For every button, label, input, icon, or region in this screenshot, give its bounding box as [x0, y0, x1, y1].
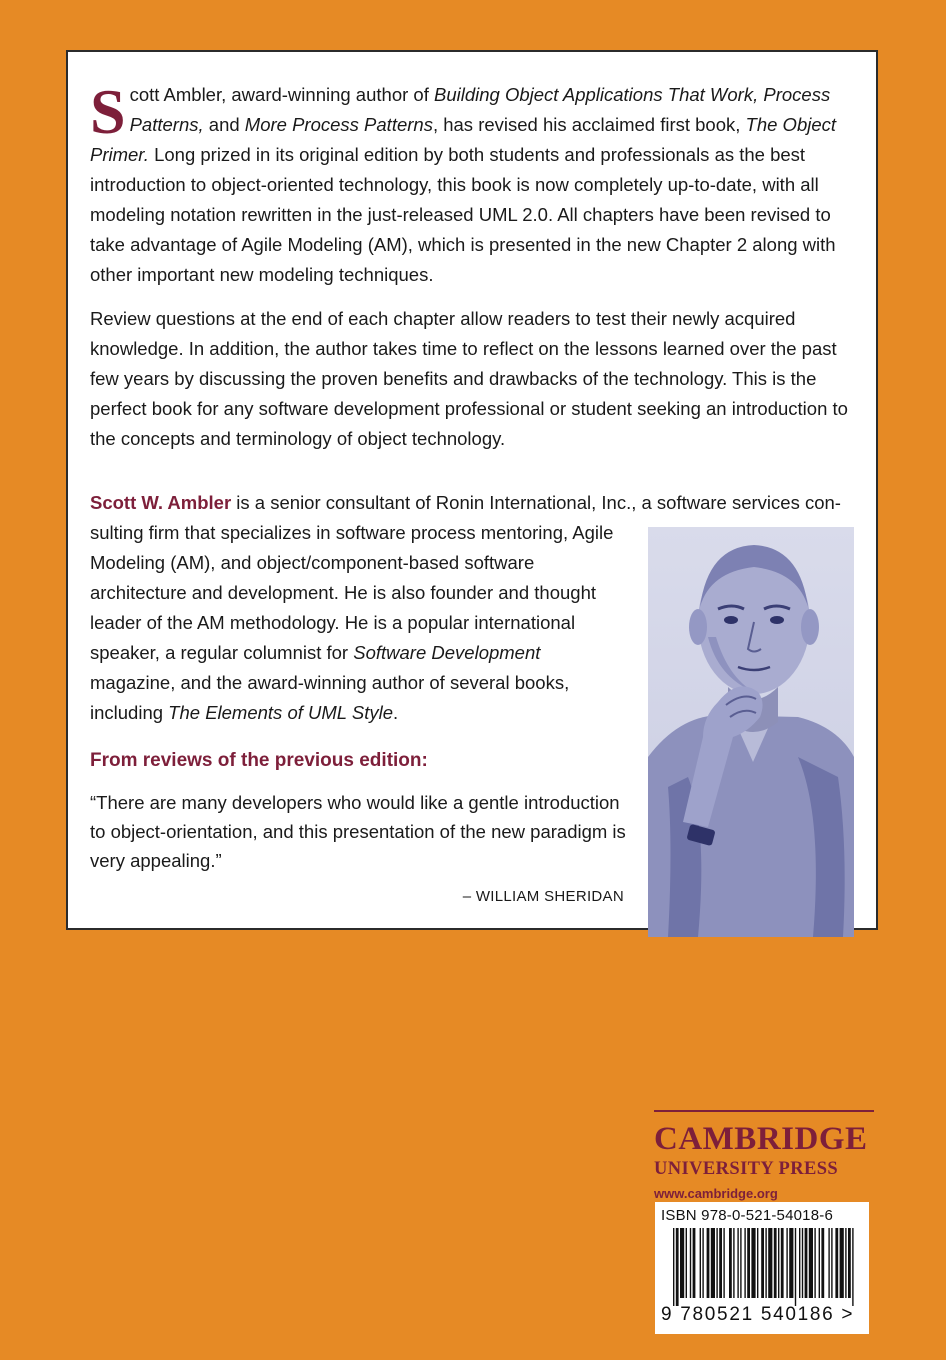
publisher-subtitle: UNIVERSITY PRESS	[654, 1159, 839, 1179]
intro-paragraph: Scott Ambler, award-winning author of Building Object Applications That Work, Process Patterns, and More Process Patterns, has revised his acclaimed first book, The Object Primer. Long prized in its original edition by both students and professionals as the best introduction to object-oriented technology, this book is now completely up-to-date, with all modeling notation rewritten in the just-released UML 2.0. All chapters have been revised to take advantage of Agile Modeling (AM), which is presented in the new Chapter 2 along with other important new modeling techniques.	[90, 76, 837, 285]
barcode-digits: 9 780521 540186 >	[661, 1304, 855, 1325]
author-bio-first-line: Scott W. Ambler is a senior consultant of Ronin International, Inc., a software services con-	[90, 492, 841, 513]
review-questions-paragraph: Review questions at the end of each chapter allow readers to test their newly acquired knowledge. In addition, the author takes time to reflect on the lessons learned over the past few years by discussing the proven benefits and drawbacks of the technology. This is the perfect book for any software development professional or student seeking an introduction to the concepts and terminology of object technology.	[90, 308, 848, 449]
book-title: The Object Primer.	[90, 114, 837, 165]
author-name: Scott W. Ambler	[90, 492, 232, 513]
publisher-url: www.cambridge.org	[654, 1186, 778, 1201]
book-titles: Building Object Applications That Work, Process Patterns,	[129, 84, 831, 135]
barcode-icon	[663, 1228, 861, 1306]
review-quote: “There are many developers who would like a gentle introduction to object-orientation, and this presentation of the new paradigm is very appealing.”	[90, 792, 626, 871]
author-bio: sulting firm that specializes in software process mentoring, Agile Modeling (AM), and object/component-based software architecture and development. He is also founder and thought leader of the AM methodology. He is a popular international speaker, a regular columnist for Software Development magazine, and the award-winning author of several books, including The Elements of UML Style.	[90, 522, 614, 723]
review-attribution: – WILLIAM SHERIDAN	[462, 888, 624, 905]
reviews-heading: From reviews of the previous edition:	[90, 750, 428, 771]
publisher-block	[654, 1110, 874, 1201]
drop-cap: S	[90, 76, 126, 147]
barcode-box	[655, 1202, 869, 1334]
publisher-name: CAMBRIDGE	[654, 1121, 868, 1157]
blurb-panel	[66, 50, 878, 930]
author-portrait-image	[648, 527, 854, 937]
author-photo	[648, 527, 854, 937]
isbn-text: ISBN 978-0-521-54018-6	[661, 1207, 834, 1224]
